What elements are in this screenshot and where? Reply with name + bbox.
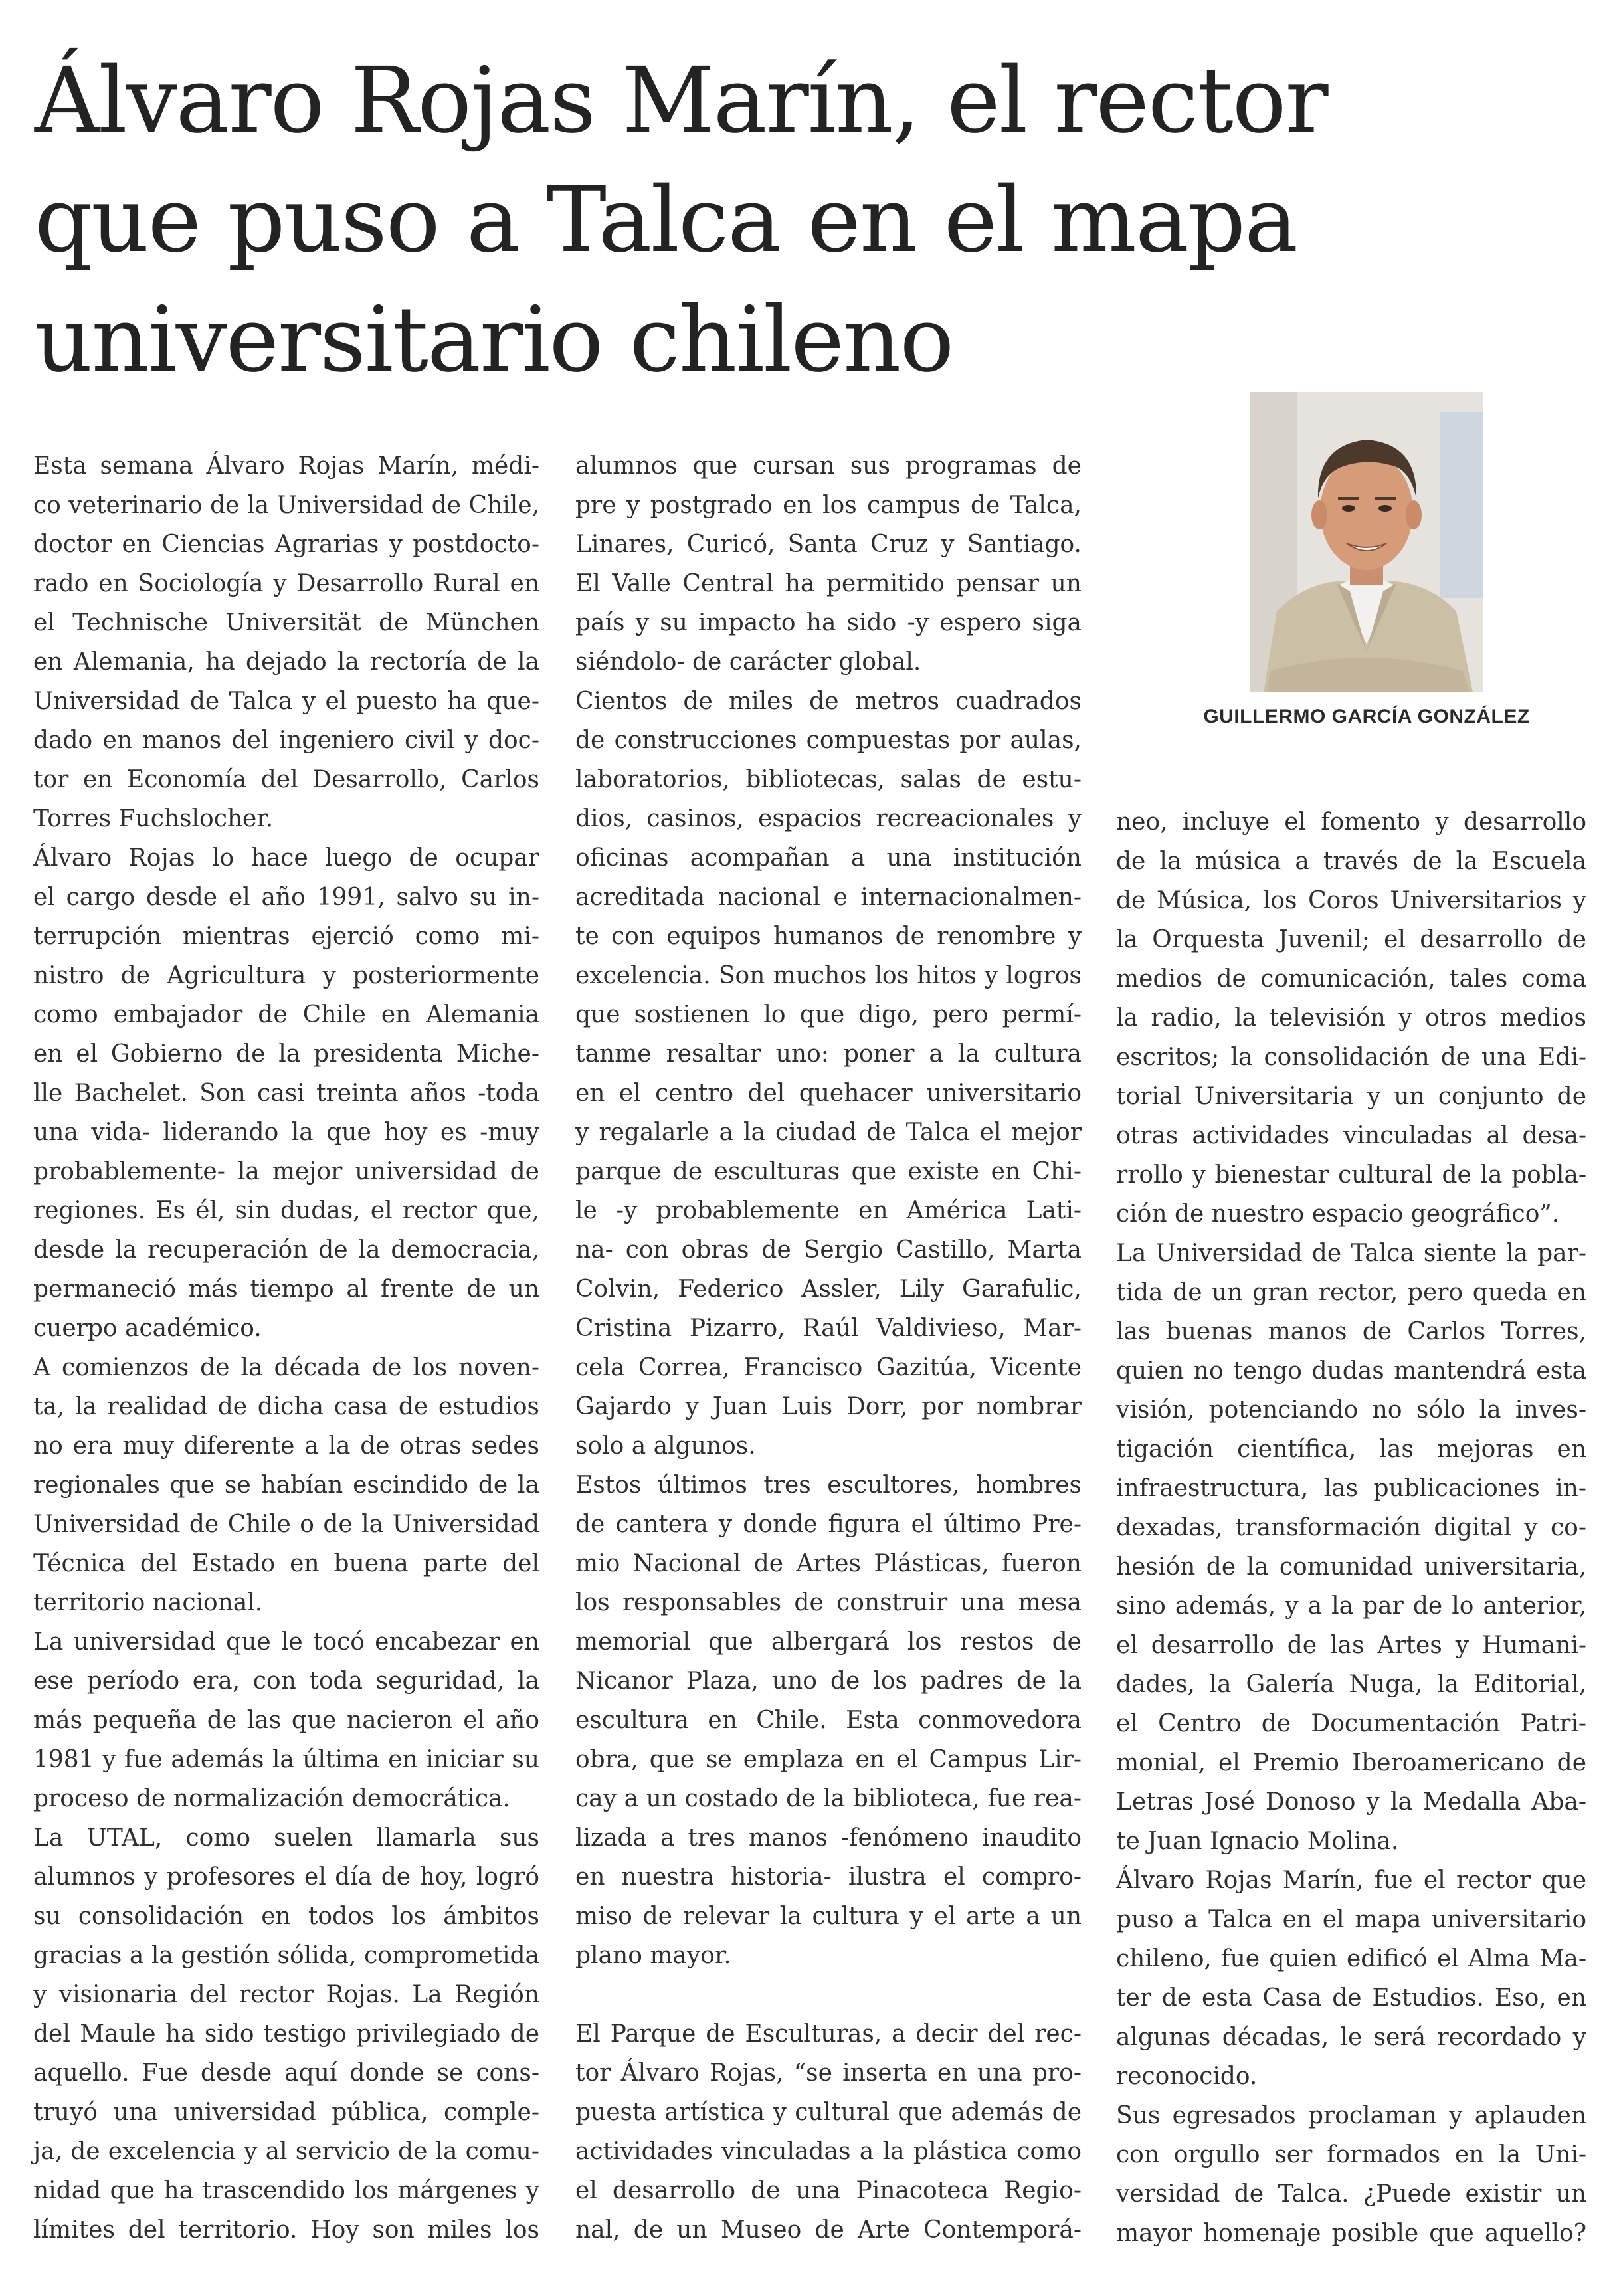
- text-line: nistro de Agricultura y posteriormente: [33, 962, 539, 989]
- text-line: plano mayor.: [575, 1942, 731, 1969]
- article-column-2: [575, 446, 1082, 2249]
- text-line: alumnos que cursan sus programas de: [575, 452, 1082, 480]
- text-line: Sus egresados proclaman y aplauden: [1116, 2102, 1586, 2129]
- text-line: las buenas manos de Carlos Torres,: [1116, 1318, 1586, 1345]
- headline-line: que puso a Talca en el mapa: [35, 168, 1297, 273]
- text-line: ter de esta Casa de Estudios. Eso, en: [1116, 1984, 1586, 2012]
- text-line: regiones. Es él, sin dudas, el rector que,: [33, 1197, 539, 1224]
- text-line: regionales que se habían escindido de la: [33, 1472, 539, 1499]
- text-line: de construcciones compuestas por aulas,: [575, 727, 1082, 754]
- text-line: lizada a tres manos -fenómeno inaudito: [575, 1824, 1082, 1852]
- text-line: ja, de excelencia y al servicio de la comu-: [33, 2138, 539, 2165]
- paragraph: [33, 1818, 539, 2249]
- text-line: de cantera y donde figura el último Pre-: [575, 1511, 1082, 1538]
- text-line: alumnos y profesores el día de hoy, logró: [33, 1864, 539, 1891]
- text-line: Estos últimos tres escultores, hombres: [575, 1472, 1082, 1499]
- text-line: límites del territorio. Hoy son miles los: [33, 2216, 539, 2244]
- text-line: el Centro de Documentación Patri-: [1116, 1710, 1586, 1737]
- text-line: visión, potenciando no sólo la inves-: [1116, 1396, 1586, 1424]
- text-line: en nuestra historia- ilustra el compro-: [575, 1864, 1082, 1891]
- text-line: Torres Fuchslocher.: [33, 805, 274, 832]
- text-line: proceso de normalización democrática.: [33, 1785, 510, 1812]
- text-line: La universidad que le tocó encabezar en: [33, 1628, 539, 1656]
- text-line: Técnica del Estado en buena parte del: [33, 1550, 539, 1577]
- text-line: tor Álvaro Rojas, “se inserta en una pro-: [575, 2059, 1082, 2087]
- text-line: dades, la Galería Nuga, la Editorial,: [1116, 1671, 1586, 1698]
- author-portrait-icon: [1250, 392, 1483, 692]
- text-line: oficinas acompañan a una institución: [575, 844, 1082, 872]
- text-line: terrupción mientras ejerció como mi-: [33, 923, 539, 950]
- text-line: el cargo desde el año 1991, salvo su in-: [33, 884, 539, 911]
- text-line: La UTAL, como suelen llamarla sus: [33, 1824, 539, 1852]
- text-line: desde la recuperación de la democracia,: [33, 1236, 539, 1264]
- text-line: otras actividades vinculadas al desa-: [1116, 1122, 1586, 1149]
- text-line: siéndolo- de carácter global.: [575, 648, 921, 676]
- text-line: Gajardo y Juan Luis Dorr, por nombrar: [575, 1393, 1082, 1420]
- text-line: neo, incluye el fomento y desarrollo: [1116, 809, 1586, 836]
- text-line: del Maule ha sido testigo privilegiado de: [33, 2020, 539, 2048]
- text-line: rado en Sociología y Desarrollo Rural en: [33, 570, 539, 597]
- text-line: Álvaro Rojas lo hace luego de ocupar: [33, 844, 539, 872]
- headline-line: Álvaro Rojas Marín, el rector: [35, 48, 1327, 153]
- text-line: El Valle Central ha permitido pensar un: [575, 570, 1082, 597]
- text-line: probablemente- la mejor universidad de: [33, 1158, 539, 1185]
- text-line: país y su impacto ha sido -y espero siga: [575, 609, 1082, 636]
- text-line: de Música, los Coros Universitarios y: [1116, 887, 1586, 914]
- text-line: de la música a través de la Escuela: [1116, 848, 1586, 875]
- text-line: tigación científica, las mejoras en: [1116, 1436, 1586, 1463]
- text-line: mio Nacional de Artes Plásticas, fueron: [575, 1550, 1082, 1577]
- text-line: quien no tengo dudas mantendrá esta: [1116, 1357, 1586, 1385]
- headline-line: universitario chileno: [35, 288, 953, 393]
- text-line: los responsables de construir una mesa: [575, 1589, 1082, 1616]
- text-line: pre y postgrado en los campus de Talca,: [575, 492, 1082, 519]
- text-line: escritos; la consolidación de una Edi-: [1116, 1044, 1586, 1071]
- text-line: en el centro del quehacer universitario: [575, 1080, 1082, 1107]
- text-line: monial, el Premio Iberoamericano de: [1116, 1749, 1586, 1776]
- text-line: excelencia. Son muchos los hitos y logros: [575, 962, 1082, 989]
- text-line: infraestructura, las publicaciones in-: [1116, 1475, 1586, 1502]
- text-line: le -y probablemente en América Lati-: [575, 1197, 1082, 1224]
- text-line: 1981 y fue además la última en iniciar su: [33, 1746, 539, 1773]
- text-line: cay a un costado de la biblioteca, fue rea-: [575, 1785, 1082, 1812]
- text-line: actividades vinculadas a la plástica como: [575, 2138, 1082, 2165]
- paragraph: [575, 2014, 1082, 2249]
- text-line: una vida- liderando la que hoy es -muy: [33, 1119, 539, 1146]
- text-line: laboratorios, bibliotecas, salas de estu-: [575, 766, 1082, 793]
- article-column-3: [1116, 803, 1586, 2253]
- author-byline: GUILLERMO GARCÍA GONZÁLEZ: [1203, 706, 1530, 727]
- text-line: reconocido.: [1116, 2063, 1258, 2090]
- article-column-1: [33, 446, 539, 2249]
- text-line: doctor en Ciencias Agrarias y postdocto-: [33, 531, 539, 558]
- paragraph-gap: [575, 1975, 1082, 2014]
- text-line: na- con obras de Sergio Castillo, Marta: [575, 1236, 1082, 1264]
- text-line: co veterinario de la Universidad de Chile,: [33, 492, 539, 519]
- text-line: y visionaria del rector Rojas. La Región: [33, 1981, 539, 2008]
- text-line: el Technische Universität de München: [33, 609, 539, 636]
- paragraph: [1116, 803, 1586, 1234]
- text-line: Universidad de Talca y el puesto ha que-: [33, 688, 539, 715]
- paragraph: [575, 446, 1082, 682]
- text-line: dexadas, transformación digital y co-: [1116, 1514, 1586, 1541]
- text-line: obra, que se emplaza en el Campus Lir-: [575, 1746, 1082, 1773]
- text-line: medios de comunicación, tales coma: [1116, 965, 1586, 993]
- text-line: truyó una universidad pública, comple-: [33, 2099, 539, 2126]
- paragraph: [1116, 1234, 1586, 1861]
- text-line: ción de nuestro espacio geográfico”.: [1116, 1200, 1560, 1228]
- text-line: acreditada nacional e internacionalmen-: [575, 884, 1082, 911]
- paragraph: [33, 446, 539, 838]
- text-line: memorial que albergará los restos de: [575, 1628, 1082, 1656]
- paragraph: [33, 1622, 539, 1818]
- text-line: dado en manos del ingeniero civil y doc-: [33, 727, 539, 754]
- text-line: tor en Economía del Desarrollo, Carlos: [33, 766, 539, 793]
- text-line: nal, de un Museo de Arte Contemporá-: [575, 2216, 1082, 2244]
- text-line: Universidad de Chile o de la Universidad: [33, 1511, 539, 1538]
- text-line: torial Universitaria y un conjunto de: [1116, 1083, 1586, 1110]
- text-line: A comienzos de la década de los noven-: [33, 1354, 539, 1381]
- text-line: como embajador de Chile en Alemania: [33, 1001, 539, 1028]
- text-line: ese período era, con toda seguridad, la: [33, 1668, 539, 1695]
- text-line: el desarrollo de una Pinacoteca Regio-: [575, 2177, 1082, 2204]
- paragraph: [33, 1348, 539, 1622]
- paragraph: [575, 682, 1082, 1466]
- text-line: sino además, y a la par de lo anterior,: [1116, 1592, 1586, 1620]
- text-line: gracias a la gestión sólida, comprometida: [33, 1942, 539, 1969]
- text-line: te Juan Ignacio Molina.: [1116, 1828, 1399, 1855]
- text-line: mayor homenaje posible que aquello?: [1116, 2220, 1586, 2247]
- text-line: en el Gobierno de la presidenta Miche-: [33, 1040, 539, 1068]
- text-line: territorio nacional.: [33, 1589, 263, 1616]
- text-line: Nicanor Plaza, uno de los padres de la: [575, 1668, 1082, 1695]
- text-line: Cientos de miles de metros cuadrados: [575, 688, 1082, 715]
- text-line: Álvaro Rojas Marín, fue el rector que: [1116, 1867, 1586, 1894]
- text-line: con orgullo ser formados en la Uni-: [1116, 2141, 1586, 2168]
- text-line: la radio, la televisión y otros medios: [1116, 1004, 1586, 1032]
- text-line: versidad de Talca. ¿Puede existir un: [1116, 2180, 1586, 2208]
- text-line: solo a algunos.: [575, 1432, 756, 1460]
- text-line: permaneció más tiempo al frente de un: [33, 1276, 539, 1303]
- text-line: lle Bachelet. Son casi treinta años -toda: [33, 1080, 539, 1107]
- text-line: cuerpo académico.: [33, 1315, 262, 1342]
- text-line: escultura en Chile. Esta conmovedora: [575, 1707, 1082, 1734]
- text-line: La Universidad de Talca siente la par-: [1116, 1240, 1586, 1267]
- text-line: puso a Talca en el mapa universitario: [1116, 1906, 1586, 1933]
- text-line: más pequeña de las que nacieron el año: [33, 1707, 539, 1734]
- text-line: la Orquesta Juvenil; el desarrollo de: [1116, 926, 1586, 953]
- text-line: hesión de la comunidad universitaria,: [1116, 1553, 1586, 1580]
- text-line: puesta artística y cultural que además de: [575, 2099, 1082, 2126]
- text-line: Esta semana Álvaro Rojas Marín, médi-: [33, 452, 539, 480]
- text-line: chileno, fue quien edificó el Alma Ma-: [1116, 1945, 1586, 1972]
- paragraph: [1116, 2096, 1586, 2253]
- text-line: el desarrollo de las Artes y Humani-: [1116, 1632, 1586, 1659]
- text-line: te con equipos humanos de renombre y: [575, 923, 1082, 950]
- article-headline: [35, 41, 1563, 400]
- text-line: Cristina Pizarro, Raúl Valdivieso, Mar-: [575, 1315, 1082, 1342]
- text-line: algunas décadas, le será recordado y: [1116, 2024, 1586, 2051]
- paragraph: [575, 1466, 1082, 1975]
- paragraph: [1116, 1861, 1586, 2096]
- text-line: no era muy diferente a la de otras sedes: [33, 1432, 539, 1460]
- text-line: y regalarle a la ciudad de Talca el mejor: [575, 1119, 1082, 1146]
- text-line: rrollo y bienestar cultural de la pobla-: [1116, 1161, 1586, 1189]
- text-line: cela Correa, Francisco Gazitúa, Vicente: [575, 1354, 1082, 1381]
- text-line: dios, casinos, espacios recreacionales y: [575, 805, 1082, 832]
- author-photo: [1250, 392, 1483, 692]
- text-line: en Alemania, ha dejado la rectoría de la: [33, 648, 539, 676]
- text-line: nidad que ha trascendido los márgenes y: [33, 2177, 539, 2204]
- text-line: miso de relevar la cultura y el arte a un: [575, 1903, 1082, 1930]
- text-line: Colvin, Federico Assler, Lily Garafulic,: [575, 1276, 1082, 1303]
- text-line: tanme resaltar uno: poner a la cultura: [575, 1040, 1082, 1068]
- text-line: Letras José Donoso y la Medalla Aba-: [1116, 1788, 1586, 1816]
- paragraph: [33, 838, 539, 1348]
- text-line: que sostienen lo que digo, pero permí-: [575, 1001, 1082, 1028]
- text-line: tida de un gran rector, pero queda en: [1116, 1279, 1586, 1306]
- text-line: parque de esculturas que existe en Chi-: [575, 1158, 1082, 1185]
- text-line: Linares, Curicó, Santa Cruz y Santiago.: [575, 531, 1082, 558]
- text-line: aquello. Fue desde aquí donde se cons-: [33, 2059, 539, 2087]
- text-line: ta, la realidad de dicha casa de estudios: [33, 1393, 539, 1420]
- text-line: El Parque de Esculturas, a decir del rec-: [575, 2020, 1082, 2048]
- text-line: su consolidación en todos los ámbitos: [33, 1903, 539, 1930]
